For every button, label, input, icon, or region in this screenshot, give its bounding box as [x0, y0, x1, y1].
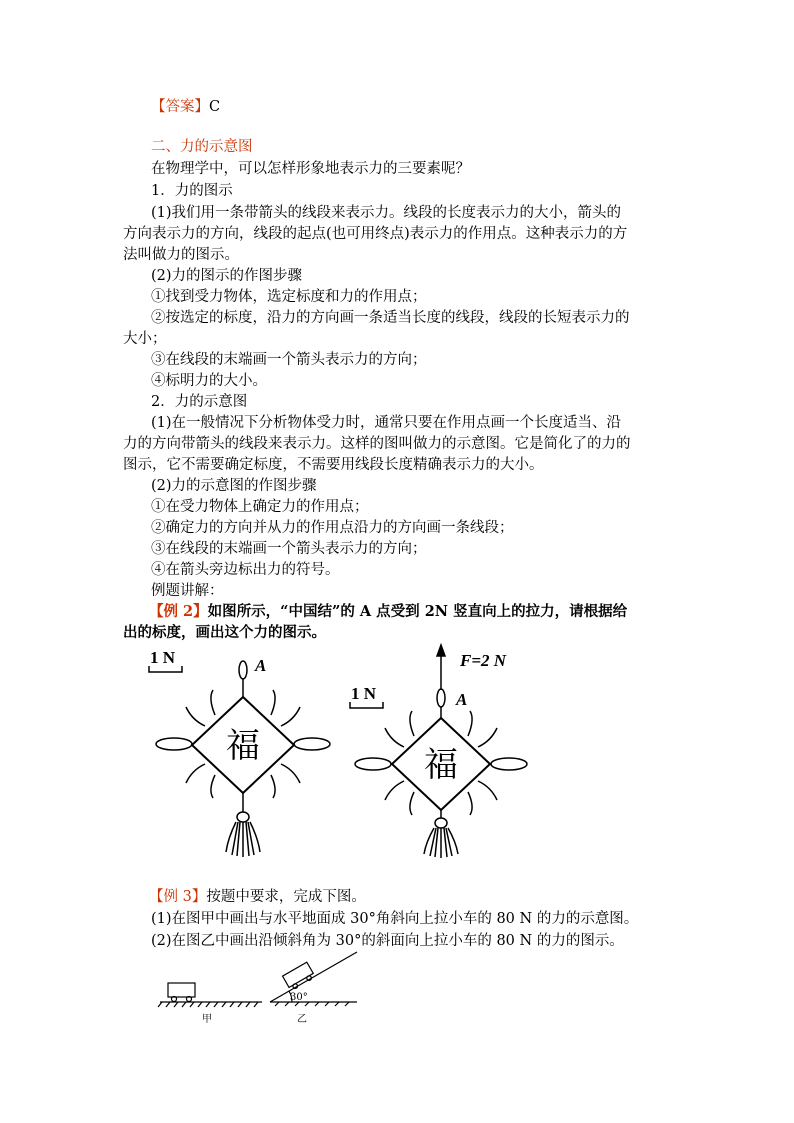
example2-figure: [140, 640, 540, 865]
section-question: 在物理学中，可以怎样形象地表示力的三要素呢？: [151, 161, 470, 177]
scale-label-left: 1 N: [150, 648, 176, 667]
sub1-title: 1．力的图示: [151, 183, 233, 199]
point-label-right: A: [456, 690, 468, 709]
cart-incline: [270, 952, 357, 1006]
sub2-title: 2．力的示意图: [151, 394, 248, 410]
sub1-step1: ①找到受力物体，选定标度和力的作用点；: [151, 289, 427, 305]
example3-q1: (1)在图甲中画出与水平地面成 30°角斜向上拉小车的 80 N 的力的示意图。: [151, 911, 639, 927]
sub2-step1: ①在受力物体上确定力的作用点；: [151, 499, 369, 515]
sub2-step3: ③在线段的末端画一个箭头表示力的方向；: [151, 541, 427, 557]
label-yi: 乙: [297, 1014, 307, 1025]
example2-line2: 出的标度，画出这个力的图示。: [123, 624, 326, 641]
fu-char-left: 福: [226, 726, 260, 766]
sub2-p1-line1: (1)在一般情况下分析物体受力时，通常只要在作用点画一个长度适当、沿: [151, 415, 622, 431]
example3-figure: [155, 950, 370, 1025]
sub1-p1-line1: (1)我们用一条带箭头的线段来表示力。线段的长度表示力的大小，箭头的: [151, 205, 622, 221]
example3-line1: [149, 887, 366, 907]
answer-line: [151, 97, 220, 117]
sub2-p2-title: (2)力的示意图的作图步骤: [151, 478, 317, 494]
answer-bracket: 【答案】: [151, 99, 209, 115]
sub1-step4: ④标明力的大小。: [151, 373, 267, 389]
cart-horizontal: [158, 983, 262, 1007]
force-label: F=2 N: [460, 651, 507, 670]
angle-label: 30°: [290, 992, 308, 1003]
examples-label: 例题讲解：: [151, 583, 224, 599]
example3-tag: 【例 3】: [149, 889, 207, 905]
scale-label-right: 1 N: [351, 684, 377, 703]
sub2-p1-line2: 力的方向带箭头的线段来表示力。这样的图叫做力的示意图。它是简化了的力的: [123, 436, 631, 452]
sub1-p1-line3: 法叫做力的图示。: [123, 247, 239, 263]
example2-text1: 如图所示，“中国结”的 A 点受到 2N 竖直向上的拉力，请根据给: [207, 603, 628, 620]
sub1-p1-line2: 方向表示力的方向，线段的起点(也可用终点)表示力的作用点。这种表示力的方: [123, 226, 628, 242]
fu-char-right: 福: [424, 745, 458, 785]
example2-tag: 【例 2】: [149, 603, 208, 620]
force-arrowhead: [437, 645, 445, 656]
answer-value: C: [209, 99, 221, 115]
sub1-step3: ③在线段的末端画一个箭头表示力的方向；: [151, 352, 427, 368]
sub2-step4: ④在箭头旁边标出力的符号。: [151, 562, 340, 578]
sub2-p1-line3: 图示，它不需要确定标度，不需要用线段长度精确表示力的大小。: [123, 457, 544, 473]
example3-text: 按题中要求，完成下图。: [206, 889, 366, 905]
sub2-step2: ②确定力的方向并从力的作用点沿力的方向画一条线段；: [151, 520, 514, 536]
label-jia: 甲: [202, 1014, 212, 1025]
sub1-step2: ②按选定的标度，沿力的方向画一条适当长度的线段，线段的长短表示力的: [151, 310, 630, 326]
example3-q2: (2)在图乙中画出沿倾斜角为 30°的斜面向上拉小车的 80 N 的力的图示。: [151, 933, 624, 949]
sub1-step2-cont: 大小；: [123, 331, 167, 347]
example2-line1: [149, 602, 627, 622]
sub1-p2-title: (2)力的图示的作图步骤: [151, 268, 303, 284]
section-title: 二、力的示意图: [151, 139, 253, 155]
point-label-left: A: [255, 656, 267, 675]
